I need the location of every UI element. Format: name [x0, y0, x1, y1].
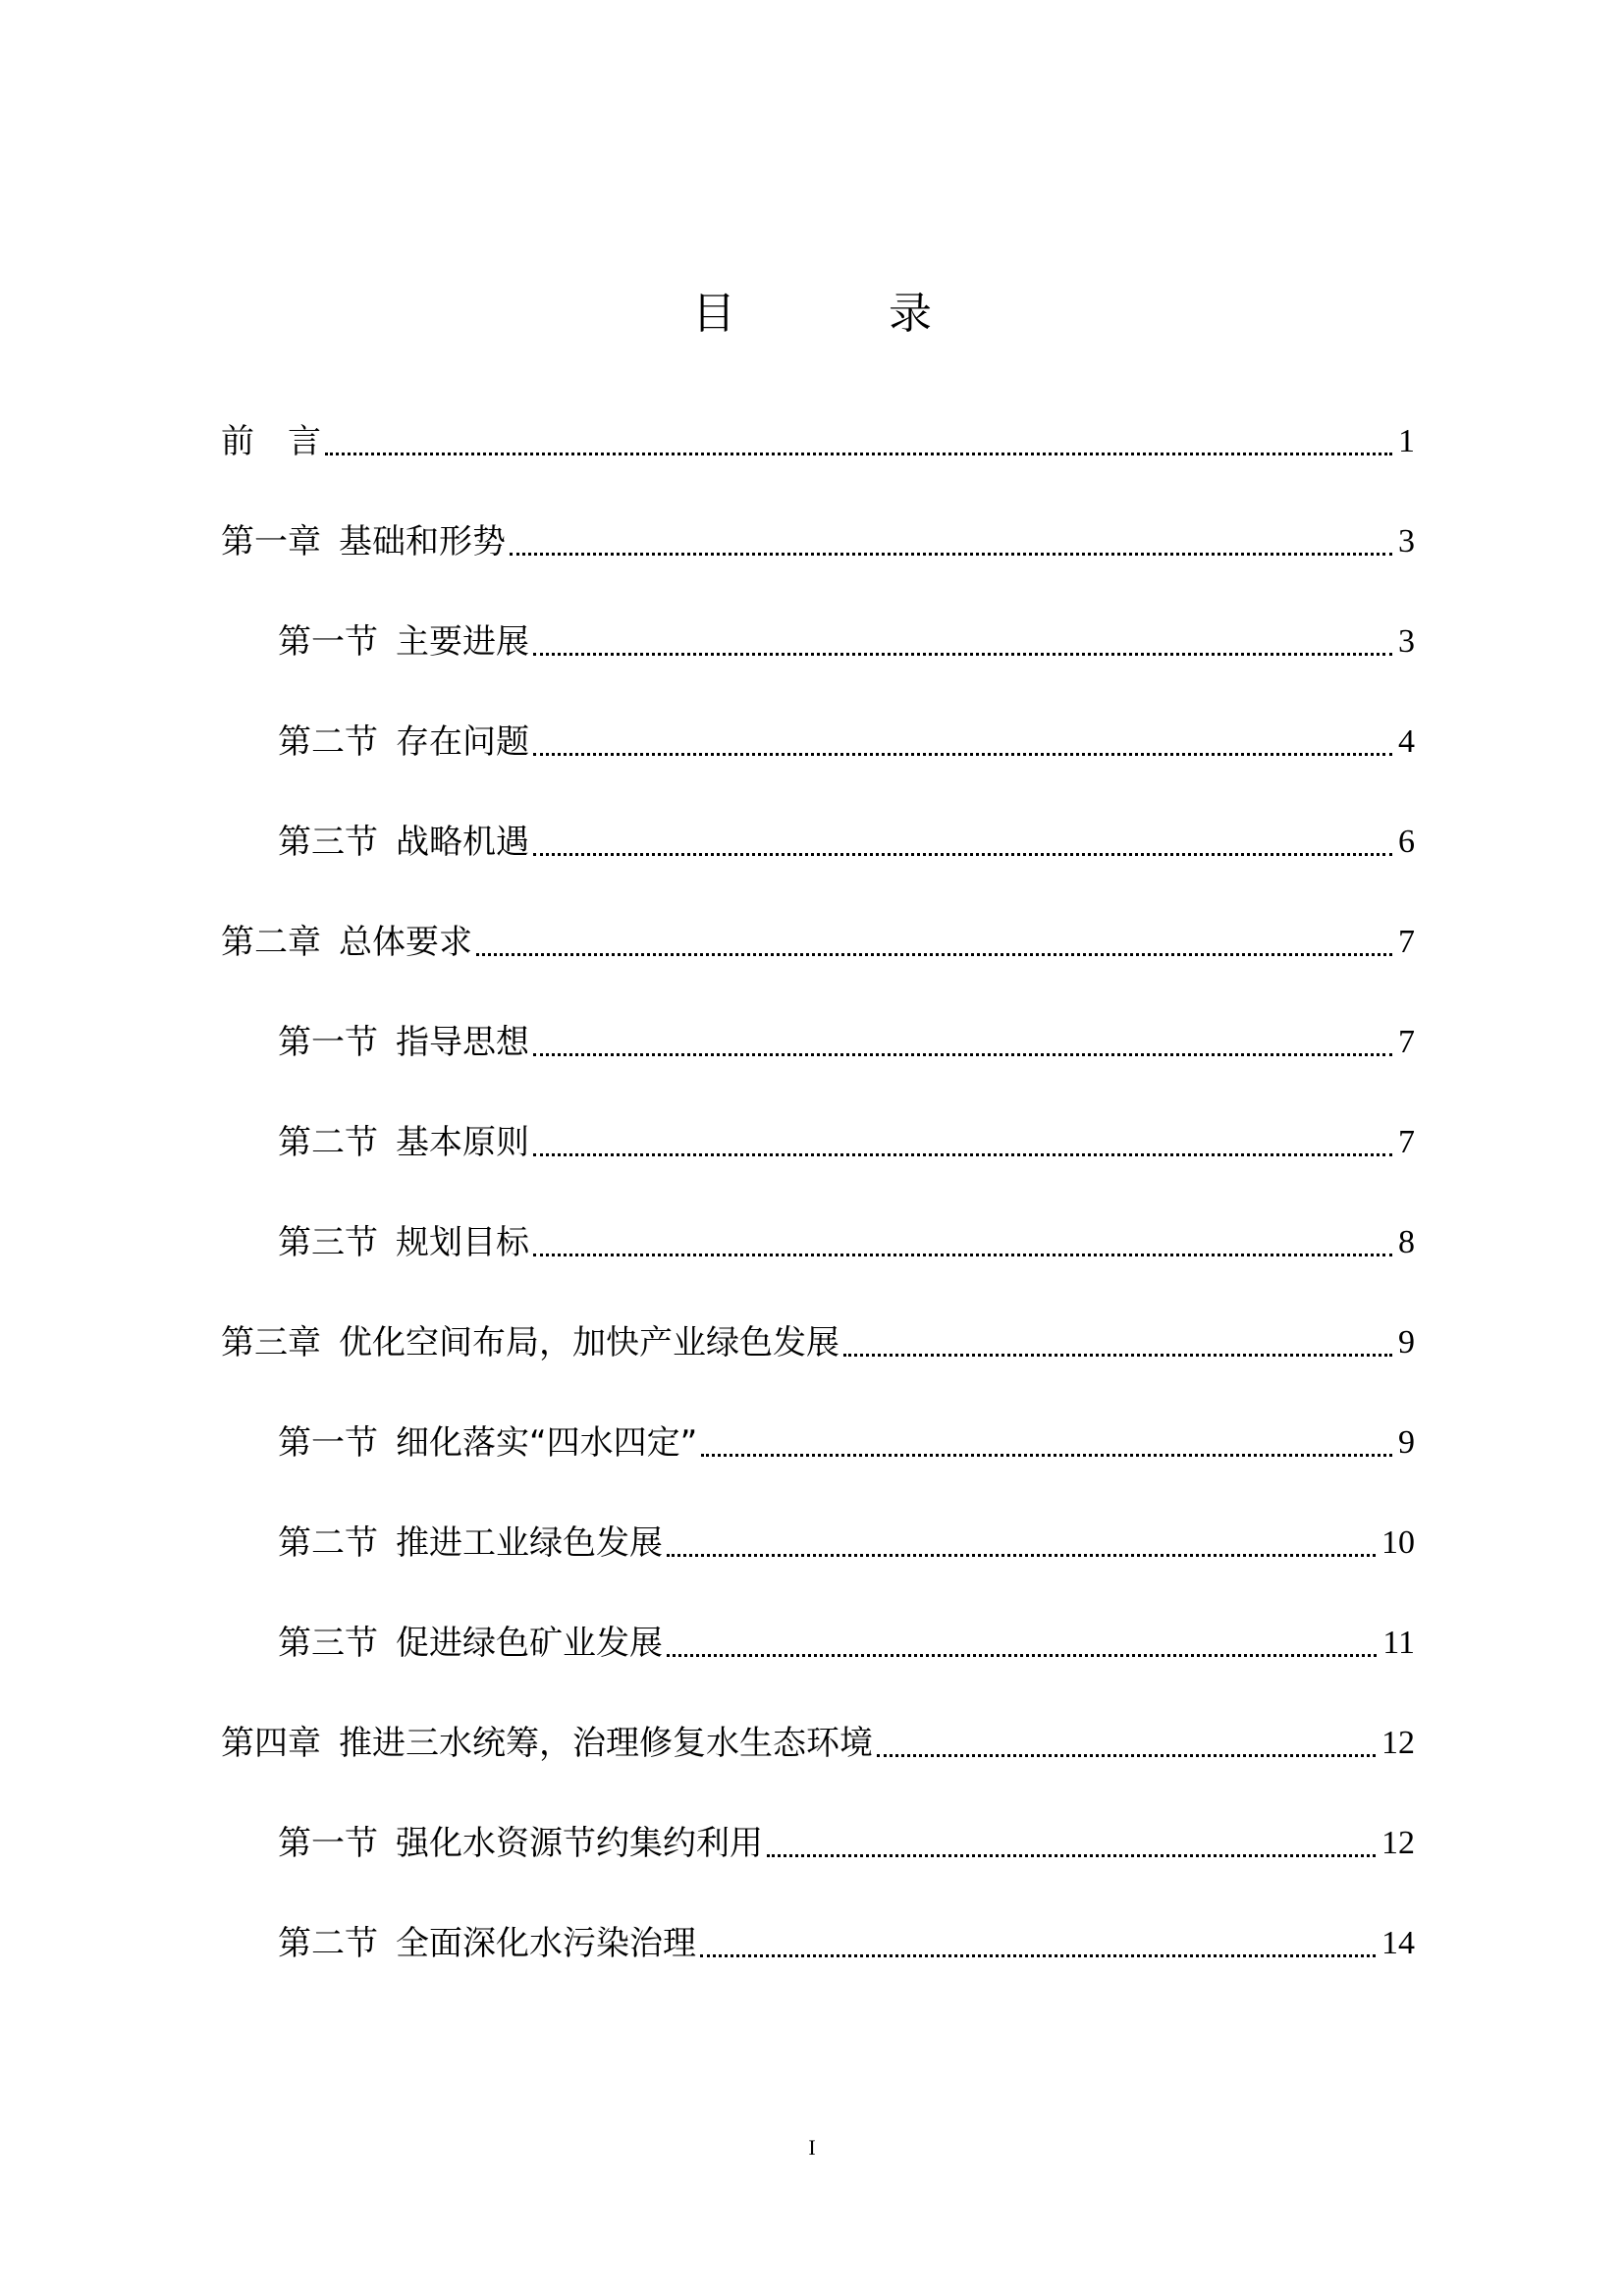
- dot-leader: [701, 1454, 1392, 1457]
- toc-entry-label: [278, 1520, 663, 1569]
- dot-leader: [476, 953, 1392, 956]
- toc-entry-number: 第三节: [278, 1624, 378, 1663]
- toc-entry-number: 第一节: [278, 1824, 378, 1863]
- toc-entry-number: 第二节: [278, 1924, 378, 1963]
- toc-entry-number: 第二节: [278, 1123, 378, 1162]
- toc-entry-number: 第四章: [221, 1724, 321, 1763]
- toc-entry-text: 优化空间布局，加快产业绿色发展: [339, 1323, 839, 1362]
- toc-entry-label: [221, 919, 472, 968]
- toc-entry-section[interactable]: [278, 1914, 1415, 1969]
- toc-entry-number: 第二节: [278, 1523, 378, 1563]
- toc-entry-chapter[interactable]: [221, 512, 1415, 567]
- toc-entry-number: 第三章: [221, 1323, 321, 1362]
- toc-entry-section[interactable]: [278, 1113, 1415, 1168]
- toc-entry-text: 规划目标: [396, 1223, 529, 1262]
- dot-leader: [533, 653, 1392, 656]
- dot-leader: [767, 1854, 1376, 1857]
- dot-leader: [843, 1354, 1392, 1357]
- dot-leader: [667, 1554, 1376, 1557]
- toc-entry-label: [278, 1019, 529, 1068]
- dot-leader: [877, 1754, 1376, 1757]
- toc-entry-label: [221, 1319, 839, 1368]
- toc-entry-text: 全面深化水污染治理: [396, 1924, 696, 1963]
- toc-entry-number: 第三节: [278, 1223, 378, 1262]
- toc-entry-section[interactable]: [278, 1013, 1415, 1068]
- toc-entry-label: [278, 618, 529, 667]
- toc-entry-number: 第一节: [278, 1423, 378, 1463]
- toc-entry-page: 3: [1398, 623, 1415, 660]
- page-number: I: [808, 2135, 816, 2160]
- toc-entry-number: 第一章: [221, 522, 321, 561]
- toc-entry-page: 7: [1398, 1124, 1415, 1160]
- toc-entry-text: 推进三水统筹，治理修复水生态环境: [339, 1724, 873, 1763]
- toc-entry-page: 12: [1381, 1725, 1415, 1761]
- dot-leader: [533, 853, 1392, 856]
- toc-entry-text: 战略机遇: [396, 823, 529, 862]
- toc-entry-section[interactable]: [278, 1614, 1415, 1669]
- toc-entry-text: 主要进展: [396, 622, 529, 662]
- toc-entry-text: 细化落实“四水四定”: [396, 1423, 698, 1463]
- toc-entry-label: [278, 1119, 529, 1168]
- toc-entry-section[interactable]: [278, 1814, 1415, 1869]
- toc-entry-text: 总体要求: [339, 923, 472, 962]
- toc-entry-number: 第一节: [278, 622, 378, 662]
- toc-entry-label: [278, 819, 529, 868]
- toc-entry-number: 第二节: [278, 722, 378, 762]
- toc-entry-text: 基础和形势: [339, 522, 506, 561]
- toc-entry-page: 6: [1398, 824, 1415, 860]
- toc-entry-section[interactable]: [278, 1414, 1415, 1468]
- toc-entry-text: 存在问题: [396, 722, 529, 762]
- dot-leader: [533, 1153, 1392, 1156]
- toc-entry-label: [278, 1920, 696, 1969]
- dot-leader: [533, 753, 1392, 756]
- toc-entry-label: 前 言: [221, 422, 321, 461]
- dot-leader: [700, 1954, 1376, 1957]
- toc-entry-section[interactable]: [278, 613, 1415, 667]
- dot-leader: [667, 1654, 1377, 1657]
- toc-entry-label: [221, 1720, 873, 1769]
- toc-entry-page: 7: [1398, 1024, 1415, 1060]
- toc-entry-label: [221, 518, 506, 567]
- toc-entry-text: 推进工业绿色发展: [396, 1523, 663, 1563]
- toc-entry-page: 12: [1381, 1825, 1415, 1861]
- toc-entry-number: 第二章: [221, 923, 321, 962]
- toc-entry-section[interactable]: [278, 813, 1415, 868]
- dot-leader: [533, 1254, 1392, 1256]
- toc-entry-section[interactable]: [278, 1514, 1415, 1569]
- toc-entry-label: [278, 1620, 663, 1669]
- toc-entry-text: 指导思想: [396, 1023, 529, 1062]
- toc-entry-label: [278, 719, 529, 768]
- toc-entry-label: [278, 1219, 529, 1268]
- toc-entry-text: 强化水资源节约集约利用: [396, 1824, 763, 1863]
- dot-leader: [533, 1053, 1392, 1056]
- toc-entry-text: 促进绿色矿业发展: [396, 1624, 663, 1663]
- toc-entry-number: 第三节: [278, 823, 378, 862]
- toc-entry-text: 基本原则: [396, 1123, 529, 1162]
- toc-entry-chapter[interactable]: [221, 1313, 1415, 1368]
- toc-title: 目 录: [692, 289, 987, 339]
- dot-leader: [510, 553, 1392, 556]
- toc-entry-page: 1: [1398, 423, 1415, 459]
- toc-entry-page: 8: [1398, 1224, 1415, 1260]
- toc-entry-preface[interactable]: [221, 412, 1415, 467]
- toc-entry-page: 9: [1398, 1424, 1415, 1461]
- toc-entry-section[interactable]: [278, 713, 1415, 768]
- toc-entry-label: [278, 1820, 763, 1869]
- toc-entry-label: [278, 1419, 697, 1468]
- toc-entry-chapter[interactable]: [221, 1714, 1415, 1769]
- toc-entry-number: 第一节: [278, 1023, 378, 1062]
- dot-leader: [325, 453, 1392, 455]
- toc-entry-page: 3: [1398, 523, 1415, 560]
- toc-entry-page: 10: [1381, 1524, 1415, 1561]
- toc-entry-page: 11: [1382, 1625, 1415, 1661]
- toc-entry-section[interactable]: [278, 1213, 1415, 1268]
- toc-entry-page: 14: [1381, 1925, 1415, 1961]
- toc-entry-page: 9: [1398, 1324, 1415, 1361]
- toc-entry-page: 4: [1398, 723, 1415, 760]
- toc-entry-page: 7: [1398, 924, 1415, 960]
- toc-entry-chapter[interactable]: [221, 913, 1415, 968]
